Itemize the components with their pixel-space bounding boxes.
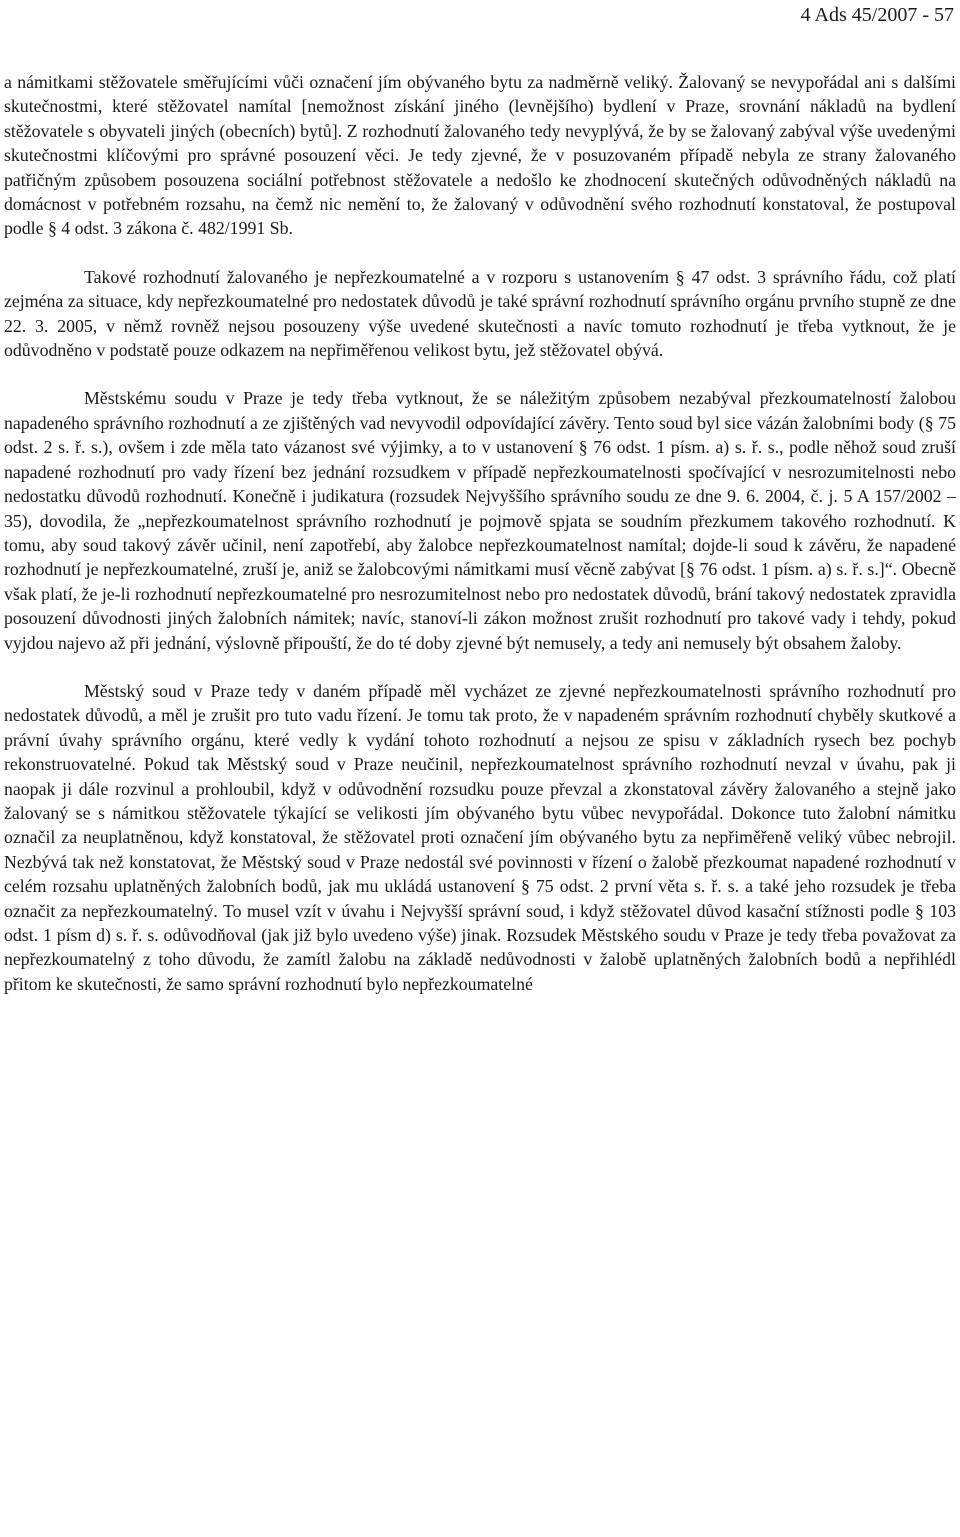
document-body xyxy=(4,70,956,996)
paragraph-2: Takové rozhodnutí žalovaného je nepřezkoumatelné a v rozporu s ustanovením § 47 odst. 3 správního řádu, což platí zejména za situace, kdy nepřezkoumatelné pro nedostatek důvodů je také správní rozhodnutí správního orgánu prvního stupně ze dne 22. 3. 2005, v němž rovněž nejsou posouzeny výše uvedené skutečnosti a navíc tomuto rozhodnutí je třeba vytknout, že je odůvodněno v podstatě pouze odkazem na nepřiměřenou velikost bytu, jež stěžovatel obývá. xyxy=(4,266,956,361)
page-reference: 4 Ads 45/2007 - 57 xyxy=(800,4,954,26)
paragraph-4: Městský soud v Praze tedy v daném případě měl vycházet ze zjevné nepřezkoumatelnosti správního rozhodnutí pro nedostatek důvodů, a měl je zrušit pro tuto vadu řízení. Je tomu tak proto, že v napadeném správním rozhodnutí chyběly skutkové a právní úvahy správního orgánu, které vedly k vydání tohoto rozhodnutí a nejsou ze spisu v základních rysech bez pochyb rekonstruovatelné. Pokud tak Městský soud v Praze neučinil, nepřezkoumatelnost správního rozhodnutí nevzal v úvahu, pak ji naopak ji dále rozvinul a prohloubil, když v odůvodnění rozsudku pouze převzal a zkonstatoval závěry žalovaného a stejně jako žalovaný se s námitkou stěžovatele týkající se velikosti jím obývaného bytu vůbec nevypořádal. Dokonce tuto žalobní námitku označil za neuplatněnou, když konstatoval, že stěžovatel proti označení jím obývaného bytu za nepřiměřeně veliký vůbec nebrojil. Nezbývá tak než konstatovat, že Městský soud v Praze nedostál své povinnosti v řízení o žalobě přezkoumat napadené rozhodnutí v celém rozsahu uplatněných žalobních bodů, jak mu ukládá ustanovení § 75 odst. 2 první věta s. ř. s. a také jeho rozsudek je třeba označit za nepřezkoumatelný. To musel vzít v úvahu i Nejvyšší správní soud, i když stěžovatel důvod kasační stížnosti podle § 103 odst. 1 písm d) s. ř. s. odůvodňoval (jak již bylo uvedeno výše) jinak. Rozsudek Městského soudu v Praze je tedy třeba považovat za nepřezkoumatelný z toho důvodu, že zamítl žalobu na základě nedůvodnosti v žalobě uplatněných žalobních bodů a nepřihlédl přitom ke skutečnosti, že samo správní rozhodnutí bylo nepřezkoumatelné xyxy=(4,680,956,994)
paragraph-3: Městskému soudu v Praze je tedy třeba vytknout, že se náležitým způsobem nezabýval přezkoumatelností žalobou napadeného správního rozhodnutí a ze zjištěných vad nevyvodil odpovídající závěry. Tento soud byl sice vázán žalobními body (§ 75 odst. 2 s. ř. s.), ovšem i zde měla tato vázanost své výjimky, a to v ustanovení § 76 odst. 1 písm. a) s. ř. s., podle něhož soud zruší napadené rozhodnutí pro vady řízení bez jednání rozsudkem v případě nepřezkoumatelnosti spočívající v nesrozumitelnosti nebo nedostatku důvodů rozhodnutí. Konečně i judikatura (rozsudek Nejvyššího správního soudu ze dne 9. 6. 2004, č. j. 5 A 157/2002 – 35), dovodila, že „nepřezkoumatelnost správního rozhodnutí je pojmově spjata se soudním přezkumem takového rozhodnutí. K tomu, aby soud takový závěr učinil, není zapotřebí, aby žalobce nepřezkoumatelnost namítal; dojde-li soud k závěru, že napadené rozhodnutí je nepřezkoumatelné, zruší je, aniž se žalobcovými námitkami musí věcně zabývat [§ 76 odst. 1 písm. a) s. ř. s.]“. Obecně však platí, že je-li rozhodnutí nepřezkoumatelné pro nesrozumitelnost nebo pro nedostatek důvodů, brání takový nedostatek zpravidla posouzení důvodnosti jiných žalobních námitek; navíc, stanoví-li zákon možnost zrušit rozhodnutí pro takové vady i tehdy, pokud vyjdou najevo až při jednání, výslovně připouští, že do té doby zjevné být nemusely, a tedy ani nemusely být obsahem žaloby. xyxy=(4,388,956,653)
paragraph-1: a námitkami stěžovatele směřujícími vůči označení jím obývaného bytu za nadměrně veliký. Žalovaný se nevypořádal ani s dalšími skutečnostmi, které stěžovatel namítal [nemožnost získání jiného (levnějšího) bydlení v Praze, srovnání nákladů na bydlení stěžovatele s obyvateli jiných (obecních) bytů]. Z rozhodnutí žalovaného tedy nevyplývá, že by se žalovaný zabýval výše uvedenými skutečnostmi klíčovými pro správné posouzení věci. Je tedy zjevné, že v posuzovaném případě nebyla ze strany žalovaného patřičným způsobem posouzena sociální potřebnost stěžovatele a nedošlo ke zhodnocení skutečných odůvodněných nákladů na domácnost v potřebném rozsahu, na čemž nic nemění to, že žalovaný v odůvodnění svého rozhodnutí konstatoval, že postupoval podle § 4 odst. 3 zákona č. 482/1991 Sb. xyxy=(4,72,956,239)
